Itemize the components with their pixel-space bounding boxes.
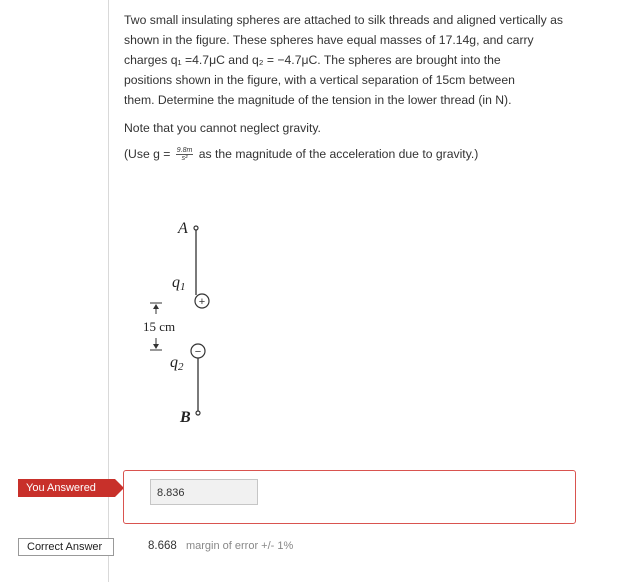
q2-label: q2 [170, 354, 184, 373]
point-a-marker [194, 226, 198, 230]
point-b-marker [196, 411, 200, 415]
you-answered-flag: You Answered [18, 479, 115, 497]
plus-sign: + [198, 296, 206, 308]
correct-answer-line [148, 540, 293, 552]
g-numerator: 9.8m [176, 147, 193, 155]
margin-of-error: margin of error +/- 1% [185, 540, 294, 552]
dim-top-arrowhead [153, 304, 159, 309]
point-b-label: B [180, 409, 191, 426]
separation-label: 15 cm [143, 319, 176, 334]
spheres-figure [140, 215, 230, 430]
g-fraction [176, 147, 194, 162]
gravity-note: Note that you cannot neglect gravity. [124, 121, 321, 135]
answer-input[interactable]: 8.836 [150, 479, 258, 505]
dim-bottom-arrowhead [153, 344, 159, 349]
correct-answer-value: 8.668 [148, 540, 177, 552]
g-denominator: s² [181, 155, 188, 163]
question-line-1: Two small insulating spheres are attached to silk threads and aligned vertically as [124, 13, 563, 27]
question-text [124, 10, 580, 164]
q1-label: q1 [172, 274, 186, 293]
figure-svg [140, 215, 230, 430]
gravity-value-line [124, 144, 580, 164]
use-suffix: as the magnitude of the acceleration due to gravity.) [198, 147, 479, 161]
question-line-4: positions shown in the figure, with a vertical separation of 15cm between [124, 73, 515, 87]
question-line-2: shown in the figure. These spheres have equal masses of 17.14g, and carry [124, 33, 534, 47]
point-a-label: A [178, 220, 188, 237]
use-prefix: (Use g = [124, 147, 171, 161]
question-line-5: them. Determine the magnitude of the tension in the lower thread (in N). [124, 93, 512, 107]
correct-answer-flag: Correct Answer [18, 538, 114, 556]
question-line-3: charges q₁ =4.7μC and q₂ = −4.7μC. The spheres are brought into the [124, 53, 501, 67]
minus-sign: − [194, 346, 202, 358]
